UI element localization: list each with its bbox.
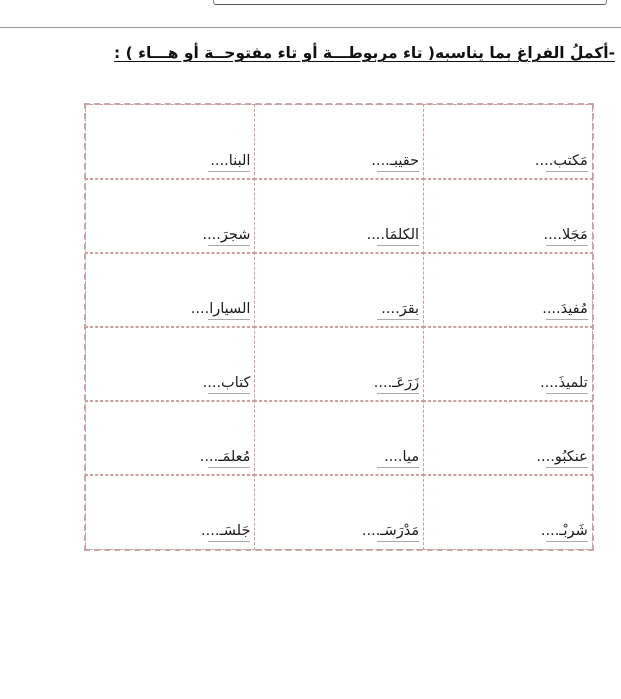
cell-word[interactable]: مُفيدَ.... <box>542 300 588 317</box>
cell-word[interactable]: زَرَعَـ.... <box>373 374 420 391</box>
table-cell <box>85 326 255 402</box>
table-cell <box>423 104 593 180</box>
table-cell <box>423 178 593 254</box>
cell-word[interactable]: جَلسَـ.... <box>201 522 251 539</box>
table-cell <box>423 400 593 476</box>
exercise-instruction: -أكملُ الفراغ بما يناسبه( تاء مربوطـــة أو تاء مفتوحــة أو هـــاء ) : <box>114 44 615 62</box>
table-cell <box>85 400 255 476</box>
table-cell <box>85 252 255 328</box>
cell-word[interactable]: مَجَلا.... <box>543 226 588 243</box>
cell-word[interactable]: شَربْـ.... <box>540 522 588 539</box>
table-cell <box>423 326 593 402</box>
cell-word[interactable]: البنا.... <box>210 152 251 169</box>
table-cell <box>85 104 255 180</box>
top-frame-edge <box>213 0 607 5</box>
table-cell <box>254 474 424 550</box>
cell-word[interactable]: كتاب.... <box>202 374 251 391</box>
cell-word[interactable]: بقرَ.... <box>381 300 420 317</box>
table-cell <box>85 474 255 550</box>
cell-word[interactable]: مَدْرَسَـ.... <box>361 522 420 539</box>
table-cell <box>254 178 424 254</box>
table-cell <box>254 326 424 402</box>
cell-word[interactable]: شجرَ.... <box>202 226 251 243</box>
fill-blank-table <box>84 103 594 551</box>
table-cell <box>85 178 255 254</box>
table-cell <box>423 252 593 328</box>
cell-word[interactable]: عنكبُو.... <box>536 448 588 465</box>
cell-word[interactable]: السيارا.... <box>190 300 251 317</box>
table-cell <box>254 400 424 476</box>
table-cell <box>254 252 424 328</box>
cell-word[interactable]: مَكتب.... <box>534 152 588 169</box>
cell-word[interactable]: حقيبـ.... <box>371 152 420 169</box>
cell-word[interactable]: تلميذَ.... <box>540 374 588 391</box>
cell-word[interactable]: ميا.... <box>384 448 420 465</box>
cell-word[interactable]: مُعلمَـ.... <box>199 448 251 465</box>
section-divider <box>0 27 621 28</box>
cell-word[interactable]: الكلمَا.... <box>366 226 420 243</box>
table-cell <box>423 474 593 550</box>
table-cell <box>254 104 424 180</box>
